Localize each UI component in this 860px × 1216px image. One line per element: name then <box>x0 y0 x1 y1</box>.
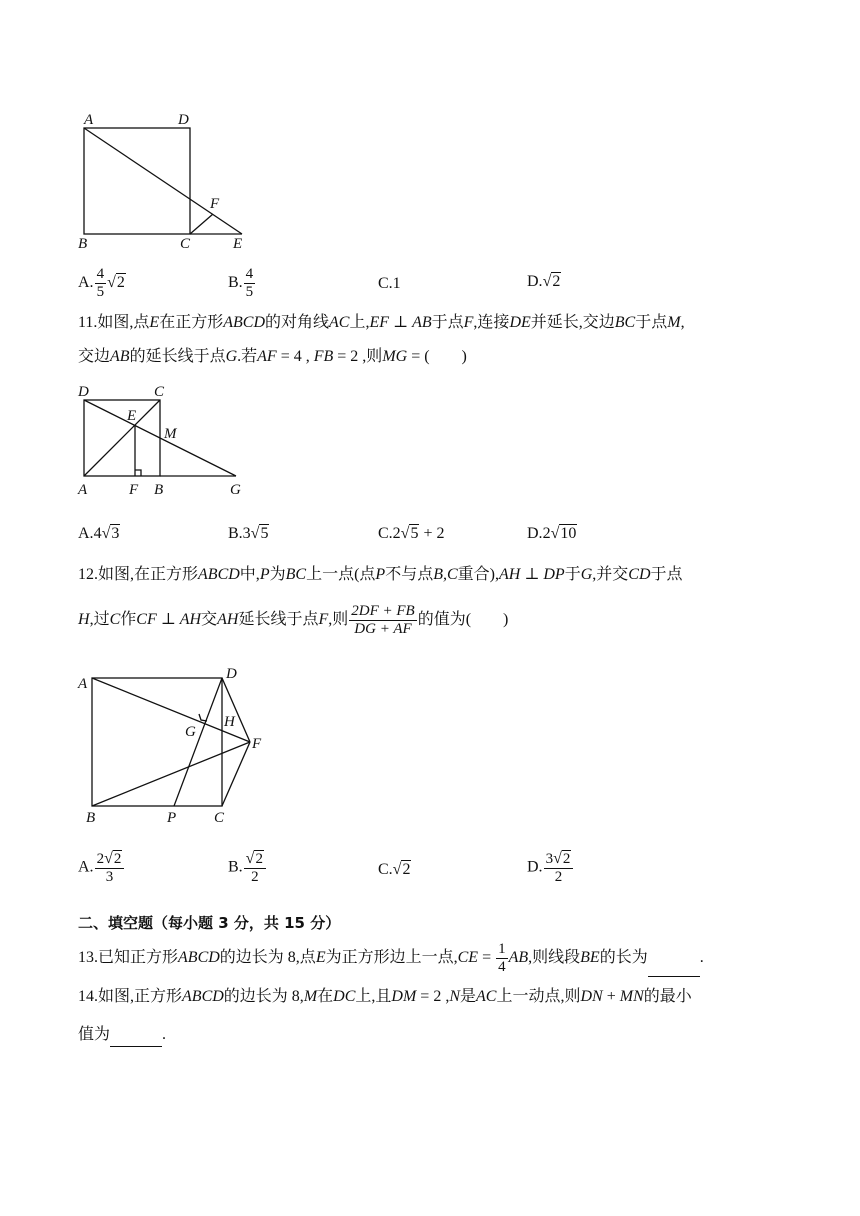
label-m: M <box>164 426 177 442</box>
q11-option-d[interactable]: D.2√10 <box>527 525 577 542</box>
q11-option-a[interactable]: A.4√3 <box>78 525 120 542</box>
label-f: F <box>252 736 262 752</box>
diagonal-ac <box>84 400 160 476</box>
answer-blank[interactable] <box>110 1024 162 1047</box>
q10-option-a[interactable] <box>78 266 126 301</box>
denominator: 5 <box>245 284 254 300</box>
option-label: D. <box>527 273 543 290</box>
option-label: B. <box>228 274 243 292</box>
q11-line-1: 11.如图,点E在正方形ABCD的对角线AC上,EF ⊥ AB于点F,连接DE并延长,交边BC于点M, <box>78 314 685 331</box>
label-c: C <box>214 810 225 826</box>
line-ae <box>84 128 242 234</box>
q12-option-d[interactable]: D. $\frac{3√2}{2}$ <box>527 850 574 886</box>
figure-q10 <box>70 108 290 258</box>
section-title: 二、填空题（每小题 3 分，共 15 分） <box>78 914 341 932</box>
q11-option-c[interactable]: C.2√5 + 2 <box>378 525 445 542</box>
label-b: B <box>154 482 164 498</box>
radicand: 2 <box>552 273 561 290</box>
label-b: B <box>86 810 96 826</box>
ratio-fraction: $\frac{2DF + FB}{DG + AF}$ <box>351 602 415 637</box>
radicand: 2 <box>116 274 125 292</box>
denominator: 5 <box>96 284 105 300</box>
radical: √2 <box>542 273 561 290</box>
q14-line-1: 14.如图,正方形ABCD的边长为 8,M在DC上,且DM = 2 ,N是AC上一动点,则DN + MN的最小 <box>78 988 692 1005</box>
label-h: H <box>224 714 235 730</box>
label-c: C <box>154 384 165 400</box>
option-label: A. <box>78 274 94 292</box>
label-c: C <box>180 236 191 252</box>
fraction <box>244 266 256 301</box>
square-abcd <box>84 128 190 234</box>
q14-line-2: 值为 . <box>78 1024 166 1047</box>
q10-option-c[interactable] <box>378 274 401 294</box>
label-d: D <box>78 384 89 400</box>
label-f: F <box>129 482 139 498</box>
q13-line: 13.已知正方形ABCD的边长为 8,点E为正方形边上一点,CE = $\frac{1}{4}$ AB,则线段BE的长为 . <box>78 940 704 977</box>
numerator: 4 <box>96 266 105 282</box>
q12-option-c[interactable]: C.√2 <box>378 861 411 878</box>
q10-option-d[interactable] <box>527 272 561 292</box>
label-a: A <box>78 676 88 692</box>
option-value: 1 <box>392 275 401 292</box>
q10-option-b[interactable] <box>228 266 256 301</box>
figure-q11 <box>70 380 260 500</box>
q12-line-1: 12.如图,在正方形ABCD中,P为BC上一点(点P不与点B,C重合),AH ⊥ DP于G,并交CD于点 <box>78 566 683 583</box>
radical: √2 <box>107 274 125 292</box>
label-b: B <box>78 236 88 252</box>
label-f: F <box>210 196 220 212</box>
q11-option-b[interactable]: B.3√5 <box>228 525 269 542</box>
fraction: $\frac{1}{4}$ <box>498 940 506 975</box>
label-p: P <box>167 810 177 826</box>
label-d: D <box>226 666 237 682</box>
label-g: G <box>185 724 196 740</box>
square-abcd <box>92 678 222 806</box>
label-g: G <box>230 482 241 498</box>
q12-line-2: H,过C作CF ⊥ AH交AH延长线于点F,则 $\frac{2DF + FB}{DG + AF}$ 的值为( ) <box>78 602 509 637</box>
numerator: 4 <box>245 266 254 282</box>
option-label: C. <box>378 275 393 292</box>
q12-option-a[interactable]: A. $\frac{2√2}{3}$ <box>78 850 125 886</box>
line-cf <box>190 214 213 234</box>
label-a: A <box>78 482 88 498</box>
q11-line-2: 交边AB的延长线于点G.若AF = 4 , FB = 2 ,则MG = ( ) <box>78 348 467 365</box>
q12-option-b[interactable]: B. $\frac{√2}{2}$ <box>228 850 267 886</box>
label-e: E <box>233 236 243 252</box>
figure-q12 <box>70 660 290 830</box>
answer-blank[interactable] <box>648 940 700 977</box>
fraction <box>95 266 107 301</box>
line-dp <box>174 678 222 806</box>
right-angle-mark <box>135 470 141 476</box>
label-a: A <box>84 112 94 128</box>
label-e: E <box>127 408 137 424</box>
label-d: D <box>178 112 189 128</box>
